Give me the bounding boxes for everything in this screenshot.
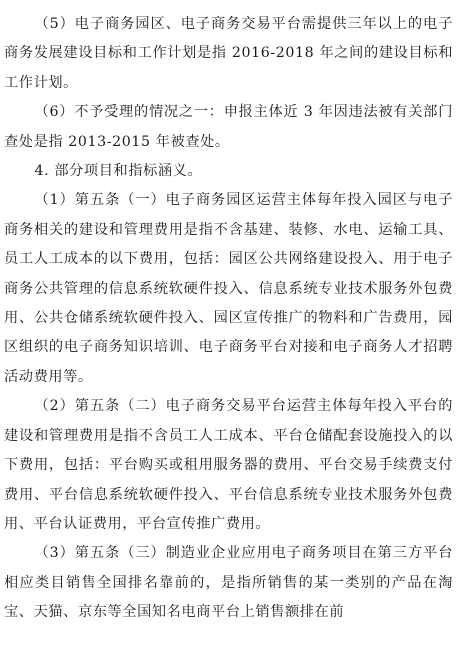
section-heading: 4. 部分项目和指标涵义。	[34, 163, 203, 180]
paragraph-item-3: （3）第五条（三）制造业企业应用电子商务项目在第三方平台相应类目销售全国排名靠前的，是指所销售的某一类别的产品在淘宝、天猫、京东等全国知名电商平台上销售额排在前	[4, 545, 453, 621]
paragraph-item-2: （2）第五条（二）电子商务交易平台运营主体每年投入平台的建设和管理费用是指不含员工人工成本、平台仓储配套设施投入的以下费用，包括：平台购买或租用服务器的费用、平台交易手续费支付费用、平台信息系统软硬件投入、平台信息系统专业技术服务外包费用、平台认证费用，平台宣传推广费用。	[4, 398, 453, 532]
paragraph-item-1: （1）第五条（一）电子商务园区运营主体每年投入园区与电子商务相关的建设和管理费用是指不含基建、装修、水电、运输工具、员工人工成本的以下费用，包括：园区公共网络建设投入、用于电子商务公共管理的信息系统软硬件投入、信息系统专业技术服务外包费用、公共仓储系统软硬件投入、园区宣传推广的物料和广告费用，园区组织的电子商务知识培训、电子商务平台对接和电子商务人才招聘活动费用等。	[4, 192, 453, 385]
paragraph-item-6: （6）不予受理的情况之一：申报主体近 3 年因违法被有关部门查处是指 2013-2015 年被查处。	[4, 104, 453, 150]
paragraph-item-5: （5）电子商务园区、电子商务交易平台需提供三年以上的电子商务发展建设目标和工作计划是指 2016-2018 年之间的建设目标和工作计划。	[4, 16, 453, 91]
